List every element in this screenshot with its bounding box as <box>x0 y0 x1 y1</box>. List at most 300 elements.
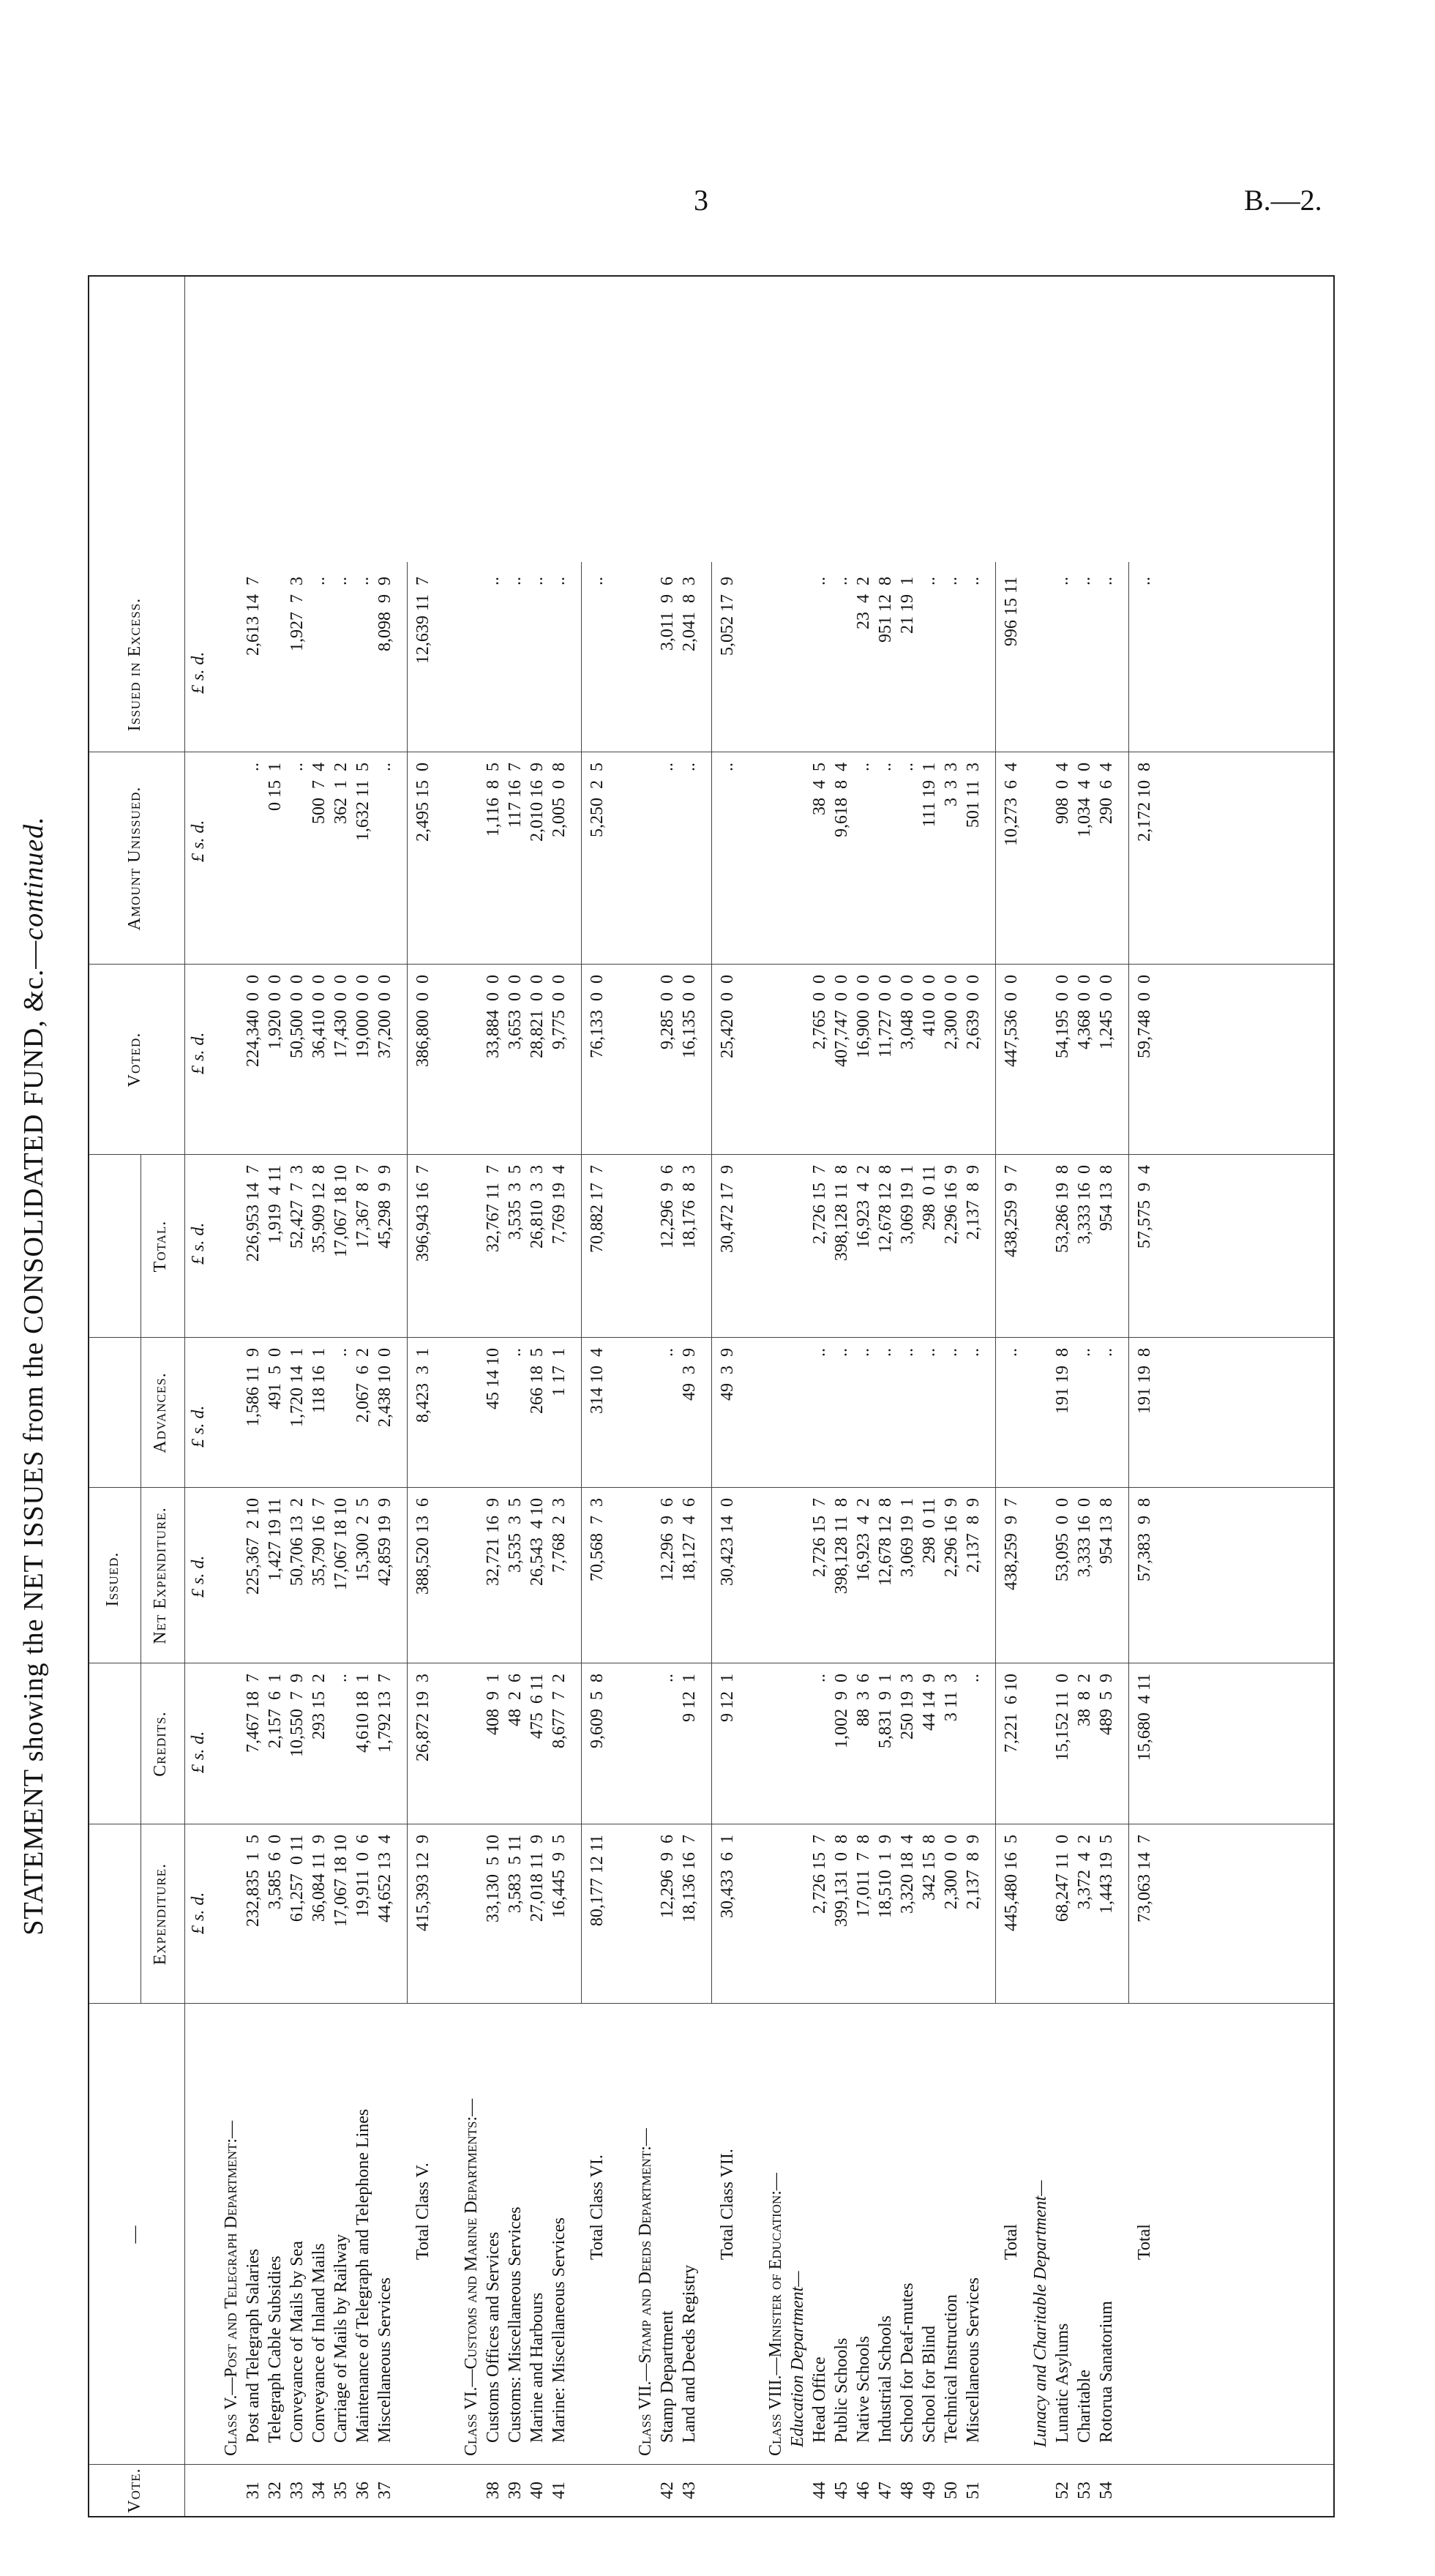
vote-number: 48 <box>898 2482 917 2499</box>
row-description: Marine: Miscellaneous Services <box>550 2217 569 2443</box>
amount-voted: 28,821 0 0 <box>528 975 547 1058</box>
amount-exp: 3,583 5 11 <box>506 1835 525 1914</box>
amount-net: 35,790 16 7 <box>310 1498 329 1586</box>
rule-line <box>407 562 408 2004</box>
amount-adv: .. <box>1075 1348 1094 1357</box>
amount-unis: 2,172 10 8 <box>1135 763 1154 842</box>
amount-cr: 1,792 13 7 <box>375 1674 394 1753</box>
amount-adv: .. <box>1002 1348 1021 1357</box>
amount-cr: 48 2 6 <box>506 1674 525 1726</box>
vote-number: 42 <box>658 2482 677 2499</box>
amount-exp: 17,011 7 8 <box>854 1835 873 1918</box>
amount-adv: 1,720 14 1 <box>288 1348 307 1427</box>
amount-net: 298 0 11 <box>920 1498 939 1564</box>
amount-voted: 36,410 0 0 <box>310 975 329 1058</box>
amount-exp: 16,445 9 5 <box>550 1835 569 1918</box>
amount-tot: 12,678 12 8 <box>876 1165 895 1253</box>
amount-cr: 38 8 2 <box>1075 1674 1094 1726</box>
amount-unis: .. <box>876 763 895 771</box>
amount-exc: .. <box>1053 577 1072 585</box>
amount-tot: 1,919 4 11 <box>266 1165 285 1244</box>
amount-exc: 8,098 9 9 <box>375 577 394 651</box>
row-description: Post and Telegraph Salaries <box>244 2248 263 2443</box>
amount-unis: 111 19 1 <box>920 763 939 828</box>
page-number: 3 <box>694 184 708 217</box>
amount-tot: 298 0 11 <box>920 1165 939 1231</box>
amount-adv: 2,438 10 0 <box>375 1348 394 1427</box>
vote-number: 46 <box>854 2482 873 2499</box>
row-description: Public Schools <box>832 2337 851 2443</box>
amount-adv: .. <box>658 1348 677 1357</box>
amount-adv: 191 19 8 <box>1053 1348 1072 1414</box>
amount-tot: 396,943 16 7 <box>413 1165 432 1262</box>
amount-unis: 2,005 0 8 <box>550 763 569 837</box>
row-description: Class VII.—Stamp and Deeds Department:— <box>636 2128 655 2456</box>
amount-tot: 954 13 8 <box>1097 1165 1116 1231</box>
vote-number: 45 <box>832 2482 851 2499</box>
amount-cr: 15,152 11 0 <box>1053 1674 1072 1761</box>
amount-tot: 438,259 9 7 <box>1002 1165 1021 1257</box>
amount-voted: 19,000 0 0 <box>353 975 372 1058</box>
amount-tot: 45,298 9 9 <box>375 1165 394 1248</box>
amount-exp: 12,296 9 6 <box>658 1835 677 1918</box>
amount-exp: 232,835 1 5 <box>244 1835 263 1927</box>
currency-units-label: £ s. d. <box>189 1032 208 1074</box>
amount-voted: 1,245 0 0 <box>1097 975 1116 1049</box>
amount-unis: 2,010 16 9 <box>528 763 547 842</box>
amount-voted: 54,195 0 0 <box>1053 975 1072 1058</box>
vote-number: 31 <box>244 2482 263 2499</box>
row-description: Miscellaneous Services <box>375 2277 394 2443</box>
amount-tot: 52,427 7 3 <box>288 1165 307 1248</box>
amount-tot: 57,575 9 4 <box>1135 1165 1154 1248</box>
amount-tot: 12,296 9 6 <box>658 1165 677 1248</box>
amount-exp: 30,433 6 1 <box>718 1835 737 1918</box>
vote-number: 52 <box>1053 2482 1072 2499</box>
amount-net: 57,383 9 8 <box>1135 1498 1154 1581</box>
vote-number: 34 <box>310 2482 329 2499</box>
vote-number: 51 <box>964 2482 983 2499</box>
amount-adv: .. <box>1097 1348 1116 1357</box>
amount-voted: 4,368 0 0 <box>1075 975 1094 1049</box>
vote-number: 35 <box>331 2482 351 2499</box>
row-description: Technical Instruction <box>942 2294 961 2443</box>
amount-cr: 475 6 11 <box>528 1674 547 1740</box>
amount-adv: 266 18 5 <box>528 1348 547 1414</box>
row-description: Native Schools <box>854 2336 873 2443</box>
amount-tot: 398,128 11 8 <box>832 1165 851 1262</box>
currency-units-label: £ s. d. <box>189 820 208 862</box>
amount-exc: .. <box>331 577 351 585</box>
amount-unis: 501 11 3 <box>964 763 983 828</box>
total-column-header: Total. <box>151 1220 170 1273</box>
amount-voted: 9,285 0 0 <box>658 975 677 1049</box>
amount-net: 388,520 13 6 <box>413 1498 432 1595</box>
currency-units-label: £ s. d. <box>189 651 208 694</box>
amount-adv: 1 17 1 <box>550 1348 569 1396</box>
amount-net: 954 13 8 <box>1097 1498 1116 1564</box>
row-description: Lunatic Asylums <box>1053 2323 1072 2443</box>
amount-voted: 16,135 0 0 <box>680 975 699 1058</box>
amount-exc: .. <box>1075 577 1094 585</box>
amount-unis: 3 3 3 <box>942 763 961 806</box>
amount-adv: 191 19 8 <box>1135 1348 1154 1414</box>
amount-unis: 1,034 4 0 <box>1075 763 1094 837</box>
vote-number: 53 <box>1075 2482 1094 2499</box>
amount-voted: 410 0 0 <box>920 975 939 1036</box>
amount-adv: 49 3 9 <box>718 1348 737 1401</box>
amount-net: 70,568 7 3 <box>588 1498 607 1581</box>
amount-net: 42,859 19 9 <box>375 1498 394 1586</box>
amount-tot: 2,296 16 9 <box>942 1165 961 1244</box>
currency-units-label: £ s. d. <box>189 1731 208 1773</box>
amount-unis: .. <box>288 763 307 771</box>
row-description: Land and Deeds Registry <box>680 2264 699 2443</box>
row-description: Customs Offices and Services <box>484 2231 503 2443</box>
amount-voted: 37,200 0 0 <box>375 975 394 1058</box>
amount-exc: .. <box>484 577 503 585</box>
rule-line <box>140 1155 141 2004</box>
row-description: Stamp Department <box>658 2310 677 2443</box>
amount-unis: 1,632 11 5 <box>353 763 372 842</box>
rule-line <box>995 562 996 2004</box>
amount-net: 3,069 19 1 <box>898 1498 917 1577</box>
vote-number: 37 <box>375 2482 394 2499</box>
amount-exp: 80,177 12 11 <box>588 1835 607 1927</box>
amount-exc: .. <box>810 577 829 585</box>
amount-cr: 293 15 2 <box>310 1674 329 1740</box>
currency-units-label: £ s. d. <box>189 1555 208 1598</box>
amount-exc: 5,052 17 9 <box>718 577 737 656</box>
amount-net: 50,706 13 2 <box>288 1498 307 1586</box>
vote-number: 43 <box>680 2482 699 2499</box>
row-description: School for Blind <box>920 2326 939 2443</box>
row-description: Conveyance of Inland Mails <box>310 2243 329 2443</box>
vote-number: 47 <box>876 2482 895 2499</box>
amount-voted: 3,653 0 0 <box>506 975 525 1049</box>
amount-cr: 3 11 3 <box>942 1674 961 1722</box>
amount-net: 26,543 4 10 <box>528 1498 547 1586</box>
net-expenditure-column-header: Net Expenditure. <box>151 1507 170 1644</box>
amount-cr: 9 12 1 <box>718 1674 737 1722</box>
rule-line <box>711 562 712 2004</box>
amount-tot: 35,909 12 8 <box>310 1165 329 1253</box>
vote-number: 39 <box>506 2482 525 2499</box>
row-description: Telegraph Cable Subsidies <box>266 2255 285 2443</box>
amount-cr: .. <box>331 1674 351 1682</box>
amount-net: 16,923 4 2 <box>854 1498 873 1581</box>
amount-net: 2,296 16 9 <box>942 1498 961 1577</box>
amount-exp: 3,372 4 2 <box>1075 1835 1094 1909</box>
amount-exc: 951 12 8 <box>876 577 895 643</box>
row-description: Conveyance of Mails by Sea <box>288 2241 307 2443</box>
amount-cr: 10,550 7 9 <box>288 1674 307 1757</box>
amount-exc: .. <box>964 577 983 585</box>
amount-voted: 1,920 0 0 <box>266 975 285 1049</box>
amount-net: 32,721 16 9 <box>484 1498 503 1586</box>
vote-number: 40 <box>528 2482 547 2499</box>
row-description: Lunacy and Charitable Department— <box>1031 2180 1050 2447</box>
amount-exp: 18,136 16 7 <box>680 1835 699 1922</box>
description-column-header: — <box>125 2225 144 2244</box>
amount-tot: 7,769 19 4 <box>550 1165 569 1244</box>
amount-tot: 53,286 19 8 <box>1053 1165 1072 1253</box>
amount-cr: 408 9 1 <box>484 1674 503 1735</box>
amount-exp: 61,257 0 11 <box>288 1835 307 1922</box>
currency-units-label: £ s. d. <box>189 1222 208 1265</box>
amount-adv: 1,586 11 9 <box>244 1348 263 1427</box>
row-description: Rotorua Sanatorium <box>1097 2301 1116 2443</box>
amount-unissued-column-header: Amount Unissued. <box>125 786 144 931</box>
net-issues-table <box>88 275 1335 2517</box>
amount-adv: 118 16 1 <box>310 1348 329 1414</box>
amount-adv: 49 3 9 <box>680 1348 699 1401</box>
amount-exc: 1,927 7 3 <box>288 577 307 651</box>
amount-adv: .. <box>964 1348 983 1357</box>
amount-tot: 3,535 3 5 <box>506 1165 525 1240</box>
row-description: Miscellaneous Services <box>964 2277 983 2443</box>
amount-exc: 2,613 14 7 <box>244 577 263 656</box>
amount-voted: 3,048 0 0 <box>898 975 917 1049</box>
currency-units-label: £ s. d. <box>189 1892 208 1934</box>
amount-unis: 5,250 2 5 <box>588 763 607 837</box>
amount-exc: .. <box>528 577 547 585</box>
amount-exc: .. <box>506 577 525 585</box>
amount-net: 3,535 3 5 <box>506 1498 525 1573</box>
amount-cr: 7,467 18 7 <box>244 1674 263 1753</box>
amount-exc: .. <box>942 577 961 585</box>
credits-column-header: Credits. <box>151 1711 170 1777</box>
amount-adv: 8,423 3 1 <box>413 1348 432 1423</box>
row-description: Total <box>1135 2224 1154 2260</box>
amount-exp: 18,510 1 9 <box>876 1835 895 1918</box>
amount-exp: 19,911 0 6 <box>353 1835 372 1918</box>
amount-adv: .. <box>854 1348 873 1357</box>
amount-tot: 32,767 11 7 <box>484 1165 503 1253</box>
amount-unis: 9,618 8 4 <box>832 763 851 837</box>
amount-voted: 76,133 0 0 <box>588 975 607 1058</box>
amount-net: 225,367 2 10 <box>244 1498 263 1595</box>
amount-net: 30,423 14 0 <box>718 1498 737 1586</box>
amount-tot: 30,472 17 9 <box>718 1165 737 1253</box>
amount-voted: 447,536 0 0 <box>1002 975 1021 1067</box>
statement-title-continued: continued. <box>18 816 49 940</box>
amount-tot: 26,810 3 3 <box>528 1165 547 1248</box>
amount-exc: .. <box>550 577 569 585</box>
amount-adv: .. <box>898 1348 917 1357</box>
vote-number: 41 <box>550 2482 569 2499</box>
rule-line <box>581 562 582 2004</box>
amount-exc: .. <box>1135 577 1154 585</box>
rule-line <box>1128 562 1129 2004</box>
amount-adv: 314 10 4 <box>588 1348 607 1414</box>
amount-net: 1,427 19 11 <box>266 1498 285 1581</box>
amount-cr: 9 12 1 <box>680 1674 699 1722</box>
amount-cr: 5,831 9 1 <box>876 1674 895 1748</box>
amount-unis: 117 16 7 <box>506 763 525 828</box>
amount-tot: 2,137 8 9 <box>964 1165 983 1240</box>
amount-exp: 27,018 11 9 <box>528 1835 547 1922</box>
amount-adv: .. <box>832 1348 851 1357</box>
amount-exp: 2,137 8 9 <box>964 1835 983 1909</box>
row-description: Class V.—Post and Telegraph Department:— <box>222 2120 241 2456</box>
amount-adv: .. <box>942 1348 961 1357</box>
amount-unis: 290 6 4 <box>1097 763 1116 824</box>
amount-voted: 2,765 0 0 <box>810 975 829 1049</box>
vote-number: 38 <box>484 2482 503 2499</box>
amount-cr: 44 14 9 <box>920 1674 939 1731</box>
amount-net: 2,726 15 7 <box>810 1498 829 1577</box>
amount-voted: 386,800 0 0 <box>413 975 432 1067</box>
amount-net: 53,095 0 0 <box>1053 1498 1072 1581</box>
amount-exp: 68,247 11 0 <box>1053 1835 1072 1922</box>
amount-exp: 3,585 6 0 <box>266 1835 285 1909</box>
amount-adv: .. <box>876 1348 895 1357</box>
amount-unis: .. <box>244 763 263 771</box>
amount-exc: .. <box>1097 577 1116 585</box>
amount-tot: 16,923 4 2 <box>854 1165 873 1248</box>
amount-unis: .. <box>658 763 677 771</box>
amount-cr: 1,002 9 0 <box>832 1674 851 1748</box>
amount-net: 2,137 8 9 <box>964 1498 983 1573</box>
amount-voted: 11,727 0 0 <box>876 975 895 1058</box>
amount-exc: 23 4 2 <box>854 577 873 629</box>
amount-exc: 12,639 11 7 <box>413 577 432 664</box>
row-description: Charitable <box>1075 2370 1094 2443</box>
row-description: Class VI.—Customs and Marine Departments:— <box>462 2098 481 2456</box>
amount-unis: 500 7 4 <box>310 763 329 824</box>
amount-exp: 342 15 8 <box>920 1835 939 1901</box>
vote-number: 32 <box>266 2482 285 2499</box>
amount-voted: 2,639 0 0 <box>964 975 983 1049</box>
amount-unis: 908 0 4 <box>1053 763 1072 824</box>
amount-exp: 36,084 11 9 <box>310 1835 329 1922</box>
amount-voted: 25,420 0 0 <box>718 975 737 1058</box>
amount-voted: 50,500 0 0 <box>288 975 307 1058</box>
row-description: Customs: Miscellaneous Services <box>506 2206 525 2443</box>
amount-adv: .. <box>920 1348 939 1357</box>
vote-number: 49 <box>920 2482 939 2499</box>
issued-in-excess-column-header: Issued in Excess. <box>125 597 144 732</box>
amount-unis: 38 4 5 <box>810 763 829 815</box>
row-description: Total Class V. <box>413 2163 432 2260</box>
amount-net: 12,296 9 6 <box>658 1498 677 1581</box>
amount-unis: .. <box>854 763 873 771</box>
amount-exc: .. <box>920 577 939 585</box>
amount-exc: .. <box>832 577 851 585</box>
amount-unis: 10,273 6 4 <box>1002 763 1021 846</box>
amount-unis: 0 15 1 <box>266 763 285 811</box>
document-reference: B.—2. <box>1244 184 1322 217</box>
vote-number: 33 <box>288 2482 307 2499</box>
amount-exp: 73,063 14 7 <box>1135 1835 1154 1922</box>
amount-net: 17,067 18 10 <box>331 1498 351 1590</box>
amount-unis: .. <box>680 763 699 771</box>
amount-cr: 88 3 6 <box>854 1674 873 1726</box>
statement-title <box>18 220 50 2532</box>
amount-unis: 2,495 15 0 <box>413 763 432 842</box>
amount-cr: 8,677 7 2 <box>550 1674 569 1748</box>
row-description: Industrial Schools <box>876 2315 895 2443</box>
amount-unis: 362 1 2 <box>331 763 351 824</box>
amount-cr: 250 19 3 <box>898 1674 917 1740</box>
amount-adv: 45 14 10 <box>484 1348 503 1409</box>
amount-tot: 70,882 17 7 <box>588 1165 607 1253</box>
amount-exc: 21 19 1 <box>898 577 917 634</box>
expenditure-column-header: Expenditure. <box>151 1862 170 1966</box>
amount-cr: .. <box>810 1674 829 1682</box>
amount-cr: .. <box>658 1674 677 1682</box>
amount-exc: 996 15 11 <box>1002 577 1021 647</box>
amount-cr: 2,157 6 1 <box>266 1674 285 1748</box>
amount-tot: 17,367 8 7 <box>353 1165 372 1248</box>
amount-unis: 1,116 8 5 <box>484 763 503 837</box>
amount-exp: 2,726 15 7 <box>810 1835 829 1914</box>
issued-group-header: Issued. <box>103 1551 122 1607</box>
amount-adv: 2,067 6 2 <box>353 1348 372 1423</box>
vote-column-header: Vote. <box>125 2468 144 2513</box>
amount-exp: 17,067 18 10 <box>331 1835 351 1927</box>
row-description: Carriage of Mails by Railway <box>331 2234 351 2443</box>
row-description: Education Department— <box>788 2271 807 2447</box>
amount-cr: .. <box>964 1674 983 1682</box>
amount-voted: 16,900 0 0 <box>854 975 873 1058</box>
currency-units-label: £ s. d. <box>189 1405 208 1448</box>
amount-net: 438,259 9 7 <box>1002 1498 1021 1590</box>
amount-exp: 399,131 0 8 <box>832 1835 851 1927</box>
vote-number: 54 <box>1097 2482 1116 2499</box>
amount-unis: .. <box>718 763 737 771</box>
statement-title-main: STATEMENT showing the NET ISSUES from the CONSOLIDATED FUND, &c.— <box>18 940 49 1936</box>
amount-tot: 2,726 15 7 <box>810 1165 829 1244</box>
amount-exp: 445,480 16 5 <box>1002 1835 1021 1931</box>
rule-line <box>184 277 185 2516</box>
amount-cr: 15,680 4 11 <box>1135 1674 1154 1761</box>
amount-net: 7,768 2 3 <box>550 1498 569 1573</box>
amount-adv: .. <box>331 1348 351 1357</box>
amount-tot: 3,069 19 1 <box>898 1165 917 1244</box>
amount-net: 18,127 4 6 <box>680 1498 699 1581</box>
amount-voted: 59,748 0 0 <box>1135 975 1154 1058</box>
amount-adv: .. <box>810 1348 829 1357</box>
amount-adv: .. <box>506 1348 525 1357</box>
amount-tot: 226,953 14 7 <box>244 1165 263 1262</box>
vote-number: 44 <box>810 2482 829 2499</box>
amount-voted: 407,747 0 0 <box>832 975 851 1067</box>
amount-cr: 7,221 6 10 <box>1002 1674 1021 1753</box>
amount-exp: 3,320 18 4 <box>898 1835 917 1914</box>
amount-exc: 2,041 8 3 <box>680 577 699 651</box>
amount-cr: 26,872 19 3 <box>413 1674 432 1761</box>
amount-cr: 4,610 18 1 <box>353 1674 372 1753</box>
amount-exc: .. <box>310 577 329 585</box>
row-description: Marine and Harbours <box>528 2292 547 2443</box>
amount-exp: 33,130 5 10 <box>484 1835 503 1922</box>
amount-cr: 9,609 5 8 <box>588 1674 607 1748</box>
amount-voted: 33,884 0 0 <box>484 975 503 1058</box>
row-description: School for Deaf-mutes <box>898 2283 917 2443</box>
advances-column-header: Advances. <box>151 1372 170 1453</box>
row-description: Class VIII.—Minister of Education:— <box>766 2173 785 2456</box>
amount-cr: 489 5 9 <box>1097 1674 1116 1735</box>
amount-net: 15,300 2 5 <box>353 1498 372 1581</box>
amount-tot: 18,176 8 3 <box>680 1165 699 1248</box>
amount-net: 398,128 11 8 <box>832 1498 851 1595</box>
amount-exp: 44,652 13 4 <box>375 1835 394 1922</box>
row-description: Head Office <box>810 2356 829 2443</box>
amount-net: 3,333 16 0 <box>1075 1498 1094 1577</box>
amount-unis: .. <box>375 763 394 771</box>
